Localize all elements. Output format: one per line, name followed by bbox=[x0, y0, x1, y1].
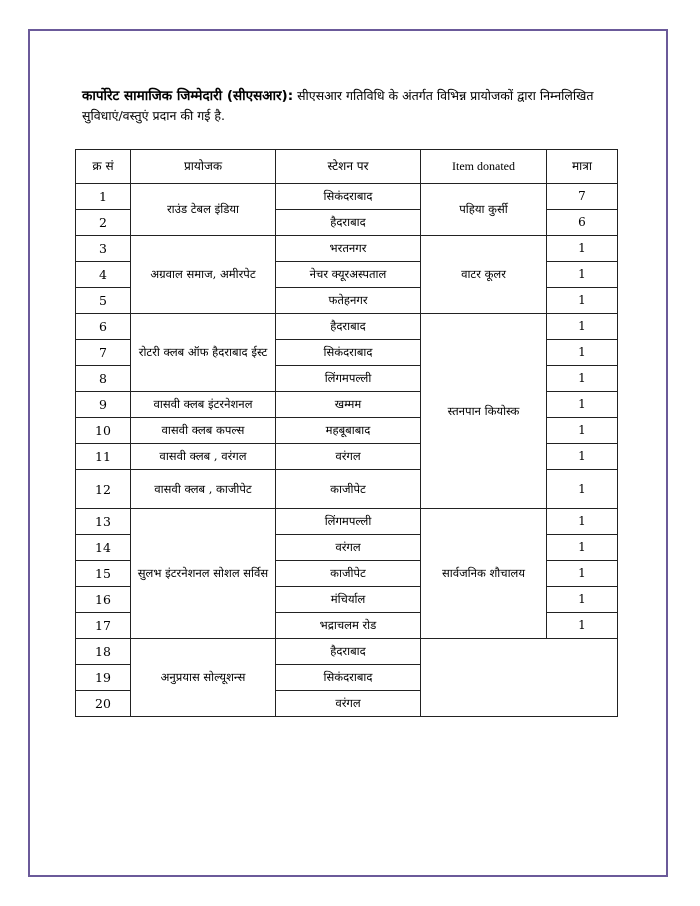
serial-cell: 7 bbox=[76, 340, 131, 366]
quantity-cell: 1 bbox=[547, 366, 618, 392]
serial-cell: 16 bbox=[76, 587, 131, 613]
sponsor-cell: वासवी क्लब , काजीपेट bbox=[131, 470, 276, 509]
quantity-cell: 1 bbox=[547, 236, 618, 262]
table-row bbox=[76, 236, 618, 262]
quantity-cell: 1 bbox=[547, 444, 618, 470]
quantity-cell: 7 bbox=[547, 184, 618, 210]
table-row bbox=[76, 639, 618, 665]
quantity-cell: 1 bbox=[547, 509, 618, 535]
serial-cell: 13 bbox=[76, 509, 131, 535]
quantity-cell: 1 bbox=[547, 288, 618, 314]
serial-cell: 4 bbox=[76, 262, 131, 288]
quantity-cell: 1 bbox=[547, 314, 618, 340]
header-serial: क्र सं bbox=[76, 150, 131, 184]
serial-cell: 10 bbox=[76, 418, 131, 444]
station-cell: वरंगल bbox=[276, 444, 421, 470]
sponsor-cell: सुलभ इंटरनेशनल सोशल सर्विस bbox=[131, 509, 276, 639]
quantity-cell: 6 bbox=[547, 210, 618, 236]
station-cell: सिकंदराबाद bbox=[276, 340, 421, 366]
serial-cell: 19 bbox=[76, 665, 131, 691]
sponsor-cell: वासवी क्लब कपल्स bbox=[131, 418, 276, 444]
item-cell: सार्वजनिक शौचालय bbox=[421, 509, 547, 639]
sponsor-cell: राउंड टेबल इंडिया bbox=[131, 184, 276, 236]
header-quantity: मात्रा bbox=[547, 150, 618, 184]
quantity-cell: 1 bbox=[547, 535, 618, 561]
table-row bbox=[76, 184, 618, 210]
section-heading: कार्पोरेट सामाजिक जिम्मेदारी (सीएसआर): bbox=[82, 88, 294, 104]
quantity-cell: 1 bbox=[547, 262, 618, 288]
serial-cell: 14 bbox=[76, 535, 131, 561]
serial-cell: 6 bbox=[76, 314, 131, 340]
sponsor-cell: अग्रवाल समाज, अमीरपेट bbox=[131, 236, 276, 314]
station-cell: वरंगल bbox=[276, 691, 421, 717]
quantity-cell: 1 bbox=[547, 340, 618, 366]
station-cell: भद्राचलम रोड bbox=[276, 613, 421, 639]
sponsor-cell: रोटरी क्लब ऑफ हैदराबाद ईस्ट bbox=[131, 314, 276, 392]
station-cell: लिंगमपल्ली bbox=[276, 366, 421, 392]
serial-cell: 8 bbox=[76, 366, 131, 392]
quantity-cell: 1 bbox=[547, 418, 618, 444]
serial-cell: 18 bbox=[76, 639, 131, 665]
intro-text: सीएसआर गतिविधि के अंतर्गत विभिन्न प्रायोजकों द्वारा निम्नलिखित सुविधाएं/वस्तुएं प्रदान की गई है. bbox=[82, 88, 594, 123]
quantity-cell: 1 bbox=[547, 392, 618, 418]
quantity-cell: 1 bbox=[547, 561, 618, 587]
header-item: Item donated bbox=[421, 150, 547, 184]
quantity-cell: 1 bbox=[547, 587, 618, 613]
station-cell: सिकंदराबाद bbox=[276, 184, 421, 210]
station-cell: काजीपेट bbox=[276, 561, 421, 587]
item-cell: वाटर कूलर bbox=[421, 236, 547, 314]
serial-cell: 5 bbox=[76, 288, 131, 314]
station-cell: वरंगल bbox=[276, 535, 421, 561]
station-cell: लिंगमपल्ली bbox=[276, 509, 421, 535]
serial-cell: 9 bbox=[76, 392, 131, 418]
serial-cell: 1 bbox=[76, 184, 131, 210]
serial-cell: 3 bbox=[76, 236, 131, 262]
station-cell: सिकंदराबाद bbox=[276, 665, 421, 691]
station-cell: महबूबाबाद bbox=[276, 418, 421, 444]
station-cell: हैदराबाद bbox=[276, 210, 421, 236]
serial-cell: 12 bbox=[76, 470, 131, 509]
serial-cell: 2 bbox=[76, 210, 131, 236]
serial-cell: 17 bbox=[76, 613, 131, 639]
intro-paragraph bbox=[82, 86, 617, 126]
sponsor-cell: वासवी क्लब इंटरनेशनल bbox=[131, 392, 276, 418]
serial-cell: 15 bbox=[76, 561, 131, 587]
station-cell: भरतनगर bbox=[276, 236, 421, 262]
item-cell: पहिया कुर्सी bbox=[421, 184, 547, 236]
table-row bbox=[76, 509, 618, 535]
station-cell: काजीपेट bbox=[276, 470, 421, 509]
sponsor-cell: अनुप्रयास सोल्यूशन्स bbox=[131, 639, 276, 717]
quantity-cell: 1 bbox=[547, 613, 618, 639]
station-cell: मंचिर्याल bbox=[276, 587, 421, 613]
sponsor-cell: वासवी क्लब , वरंगल bbox=[131, 444, 276, 470]
table-row bbox=[76, 314, 618, 340]
station-cell: खम्मम bbox=[276, 392, 421, 418]
quantity-cell: 1 bbox=[547, 470, 618, 509]
station-cell: हैदराबाद bbox=[276, 314, 421, 340]
header-sponsor: प्रायोजक bbox=[131, 150, 276, 184]
header-row bbox=[76, 150, 618, 184]
station-cell: फतेहनगर bbox=[276, 288, 421, 314]
station-cell: हैदराबाद bbox=[276, 639, 421, 665]
empty-cell bbox=[421, 639, 618, 717]
station-cell: नेचर क्यूरअस्पताल bbox=[276, 262, 421, 288]
item-cell: स्तनपान कियोस्क bbox=[421, 314, 547, 509]
csr-table bbox=[75, 149, 618, 717]
serial-cell: 11 bbox=[76, 444, 131, 470]
header-station: स्टेशन पर bbox=[276, 150, 421, 184]
serial-cell: 20 bbox=[76, 691, 131, 717]
